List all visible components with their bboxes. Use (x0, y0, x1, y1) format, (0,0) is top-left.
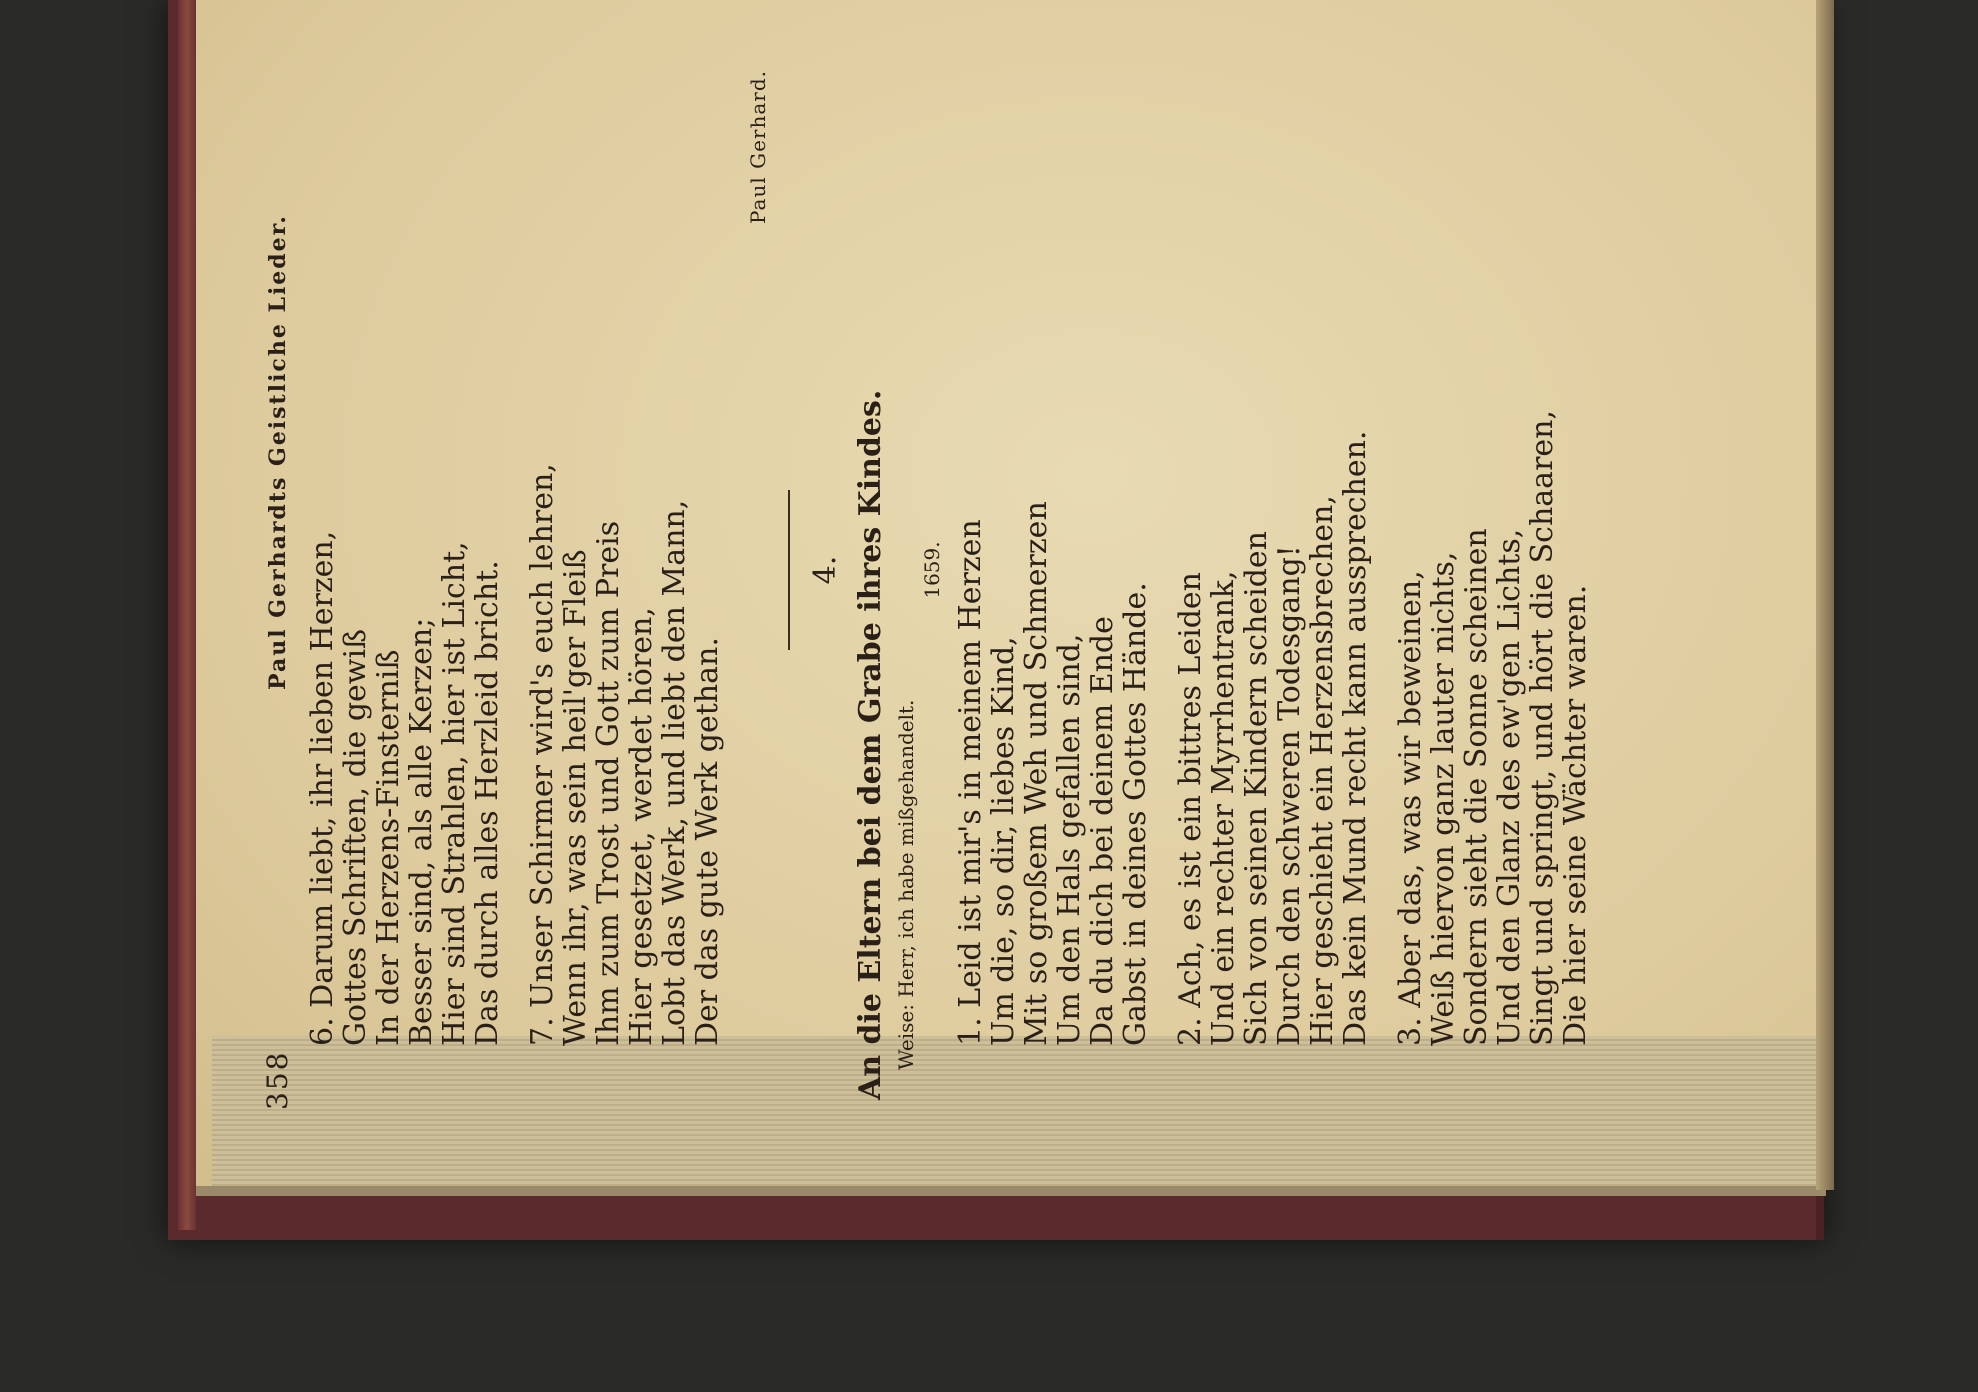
stanza-6 (306, 30, 504, 1110)
poem-line: 3. Aber das, was wir beweinen, (1393, 570, 1428, 1046)
poem-line: Und ein rechter Myrrhentrank, (1206, 570, 1241, 1046)
rotated-page-text (250, 30, 1750, 1110)
poem-line: Das kein Mund recht kann aussprechen. (1338, 430, 1373, 1046)
poem-line: Lobt das Werk, und liebt den Mann, (657, 499, 692, 1046)
running-head (250, 30, 306, 1110)
poem-line: Besser sind, als alle Kerzen; (404, 617, 439, 1046)
poem-line: Das durch alles Herzleid bricht. (470, 560, 505, 1046)
poem-line: Singt und springt, und hört die Schaaren, (1525, 409, 1560, 1046)
poem-line: Hier sind Strahlen, hier ist Licht, (437, 541, 472, 1046)
poem-line: 6. Darum liebt, ihr lieben Herzen, (305, 530, 340, 1046)
poem-line: Weiß hiervon ganz lauter nichts, (1426, 551, 1461, 1046)
poem-line: 1. Leid ist mir's in meinem Herzen (953, 519, 988, 1046)
poem-line: 7. Unser Schirmer wird's euch lehren, (525, 463, 560, 1046)
poem-line: Der das gute Werk gethan. (690, 637, 725, 1046)
stanza-3 (1394, 30, 1592, 1110)
poem-line: Sich von seinen Kindern scheiden (1239, 531, 1274, 1046)
page-block-bottom (196, 1186, 1826, 1196)
hymn-year: 1659. (920, 541, 944, 599)
page-gutter (1816, 0, 1834, 1190)
poem-line: Um die, so dir, liebes Kind, (986, 636, 1021, 1046)
author-signature: Paul Gerhard. (746, 70, 770, 225)
poem-line: Gabst in deines Gottes Hände. (1118, 582, 1153, 1046)
running-head-title: Paul Gerhardts Geistliche Lieder. (265, 214, 291, 690)
page-number: 358 (261, 1050, 294, 1110)
poem-line: 2. Ach, es ist ein bittres Leiden (1173, 572, 1208, 1046)
poem-line: Um den Hals gefallen sind, (1052, 633, 1087, 1046)
poem-line: Gottes Schriften, die gewiß (338, 628, 373, 1046)
poem-line: Und den Glanz des ew'gen Lichts, (1492, 528, 1527, 1046)
poem-line: Durch den schweren Todesgang! (1272, 545, 1307, 1046)
book-spine-edge (178, 0, 196, 1230)
stanza-1 (954, 30, 1152, 1110)
hymn-title: An die Eltern bei dem Grabe ihres Kindes. (853, 389, 888, 1100)
poem-line: Die hier seine Wächter waren. (1558, 584, 1593, 1046)
section-divider (788, 490, 790, 650)
poem-line: Ihm zum Trost und Gott zum Preis (591, 520, 626, 1046)
poem-line: Sondern sieht die Sonne scheinen (1459, 528, 1494, 1046)
hymn-melody: Weise: Herr, ich habe mißgehandelt. (894, 699, 918, 1070)
hymn-number: 4. (808, 555, 843, 585)
poem-line: In der Herzens-Finsterniß (371, 649, 406, 1046)
poem-line: Mit so großem Weh und Schmerzen (1019, 501, 1054, 1046)
stanza-7 (526, 30, 724, 1110)
poem-line: Hier gesetzet, werdet hören, (624, 607, 659, 1046)
poem-line: Hier geschieht ein Herzensbrechen, (1305, 495, 1340, 1046)
stanza-2 (1174, 30, 1372, 1110)
poem-line: Wenn ihr, was sein heil'ger Fleiß (558, 549, 593, 1046)
poem-line: Da du dich bei deinem Ende (1085, 616, 1120, 1046)
